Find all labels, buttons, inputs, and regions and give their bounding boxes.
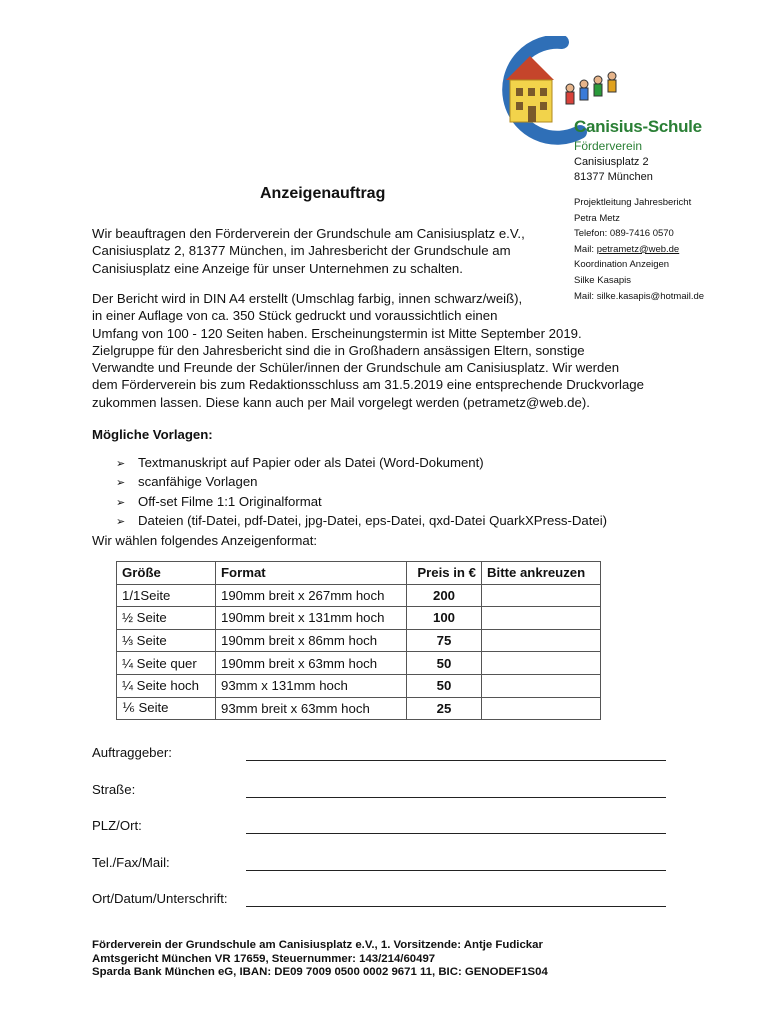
contact-line: Projektleitung Jahresbericht [574, 197, 692, 208]
price-cell: 25 [407, 697, 482, 720]
price-cell: 50 [407, 674, 482, 697]
signature-label: Ort/Datum/Unterschrift: [92, 891, 228, 906]
footer-line: Amtsgericht München VR 17659, Steuernummer: 143/214/60497 [92, 952, 436, 965]
arrow-bullet-icon: ➢ [116, 477, 126, 490]
contact-line [574, 242, 704, 258]
contact-line: Silke Kasapis [574, 274, 632, 286]
arrow-bullet-icon: ➢ [116, 496, 126, 509]
price-cell: 75 [407, 629, 482, 652]
body-paragraph [92, 290, 692, 411]
vorlagen-heading: Mögliche Vorlagen: [92, 427, 213, 442]
table-row [117, 607, 601, 630]
arrow-bullet-icon: ➢ [116, 515, 126, 528]
body-line: dem Förderverein bis zum Redaktionsschluss am 31.5.2019 eine entsprechende Druckvorlage [92, 377, 644, 393]
table-row [117, 629, 601, 652]
intro-line: Wir beauftragen den Förderverein der Grundschule am Canisiusplatz e.V., [92, 226, 525, 241]
checkbox-cell[interactable] [482, 674, 601, 697]
price-cell: 50 [407, 652, 482, 675]
price-cell: 100 [407, 607, 482, 630]
size-cell: ½ Seite [117, 607, 216, 630]
table-row [117, 584, 601, 607]
zip-city-label: PLZ/Ort: [92, 818, 142, 833]
table-row [117, 652, 601, 675]
format-cell: 190mm breit x 267mm hoch [216, 584, 407, 607]
body-line: Verwandte und Freunde der Schüler/innen der Grundschule am Canisiusplatz. Wir werden [92, 360, 620, 376]
table-header-row [117, 562, 601, 585]
email-link[interactable]: petrametz@web.de [596, 243, 680, 255]
footer-line: Förderverein der Grundschule am Canisiusplatz e.V., 1. Vorsitzende: Antje Fudickar [92, 939, 543, 951]
size-cell: 1/1Seite [117, 584, 216, 607]
body-line: in einer Auflage von ca. 350 Stück gedruckt und voraussichtlich einen [92, 308, 498, 324]
address-line: 81377 München [574, 171, 653, 183]
body-line: zukommen lassen. Diese kann auch per Mail vorgelegt werden (petrametz@web.de). [92, 394, 590, 410]
brand-name: Canisius-Schule [574, 117, 702, 136]
format-cell: 93mm breit x 63mm hoch [216, 697, 407, 720]
document-title: Anzeigenauftrag [260, 185, 386, 202]
body-line: Zielgruppe für den Jahresbericht sind die in Großhadern ansässigen Eltern, sonstige [92, 342, 585, 358]
column-header: Größe [117, 562, 216, 585]
intro-line: Canisiusplatz eine Anzeige für unser Unternehmen zu schalten. [92, 260, 463, 276]
brand-subtitle: Förderverein [574, 139, 643, 153]
format-cell: 93mm x 131mm hoch [216, 674, 407, 697]
contact-line: Koordination Anzeigen [574, 259, 670, 271]
list-item-text: Textmanuskript auf Papier oder als Datei (Word-Dokument) [138, 455, 484, 470]
contact-line: Telefon: 089-7416 0570 [574, 228, 674, 240]
list-item [116, 454, 607, 473]
vorlagen-list [116, 454, 607, 531]
checkbox-cell[interactable] [482, 652, 601, 675]
client-input-line[interactable] [246, 760, 666, 761]
checkbox-cell[interactable] [482, 629, 601, 652]
intro-line: Canisiusplatz 2, 81377 München, im Jahresbericht der Grundschule am [92, 243, 511, 259]
size-cell: ⅓ Seite [117, 629, 216, 652]
checkbox-cell[interactable] [482, 697, 601, 720]
body-line: Umfang von 100 - 120 Seiten haben. Erscheinungstermin ist Mitte September 2019. [92, 325, 582, 341]
street-label: Straße: [92, 782, 136, 797]
format-cell: 190mm breit x 131mm hoch [216, 607, 407, 630]
list-item-text: Off-set Filme 1:1 Originalformat [138, 493, 322, 509]
size-cell: ⅙ Seite [117, 697, 216, 720]
address-line: Canisiusplatz 2 [574, 156, 649, 168]
list-item [116, 493, 607, 512]
school-address [574, 155, 653, 185]
body-line: Der Bericht wird in DIN A4 erstellt (Umschlag farbig, innen schwarz/weiß), [92, 291, 523, 306]
contact-line: Mail: silke.kasapis@hotmail.de [574, 290, 705, 302]
format-cell: 190mm breit x 63mm hoch [216, 652, 407, 675]
contact-input-line[interactable] [246, 870, 666, 871]
footer [92, 939, 548, 980]
list-item [116, 512, 607, 531]
footer-line: Sparda Bank München eG, IBAN: DE09 7009 0500 0002 9671 11, BIC: GENODEF1S04 [92, 966, 548, 979]
intro-paragraph [92, 225, 562, 277]
contact-block [574, 195, 704, 304]
signature-input-line[interactable] [246, 906, 666, 907]
size-cell: ¼ Seite quer [117, 652, 216, 675]
contact-line: Petra Metz [574, 212, 620, 224]
format-cell: 190mm breit x 86mm hoch [216, 629, 407, 652]
column-header: Bitte ankreuzen [482, 562, 601, 585]
column-header: Preis in € [407, 562, 482, 585]
price-cell: 200 [407, 584, 482, 607]
format-table [116, 561, 601, 720]
zip-city-input-line[interactable] [246, 833, 666, 834]
contact-label: Tel./Fax/Mail: [92, 855, 170, 870]
checkbox-cell[interactable] [482, 607, 601, 630]
checkbox-cell[interactable] [482, 584, 601, 607]
list-item-text: Dateien (tif-Datei, pdf-Datei, jpg-Datei, eps-Datei, qxd-Datei QuarkXPress-Datei) [138, 512, 608, 528]
format-choice-text: Wir wählen folgendes Anzeigenformat: [92, 533, 318, 548]
column-header: Format [216, 562, 407, 585]
table-row [117, 697, 601, 720]
size-cell: ¼ Seite hoch [117, 674, 216, 697]
mail-prefix: Mail: [574, 243, 597, 255]
arrow-bullet-icon: ➢ [116, 458, 126, 470]
list-item [116, 473, 607, 492]
client-label: Auftraggeber: [92, 745, 172, 760]
table-row [117, 674, 601, 697]
list-item-text: scanfähige Vorlagen [138, 474, 258, 490]
street-input-line[interactable] [246, 797, 666, 798]
